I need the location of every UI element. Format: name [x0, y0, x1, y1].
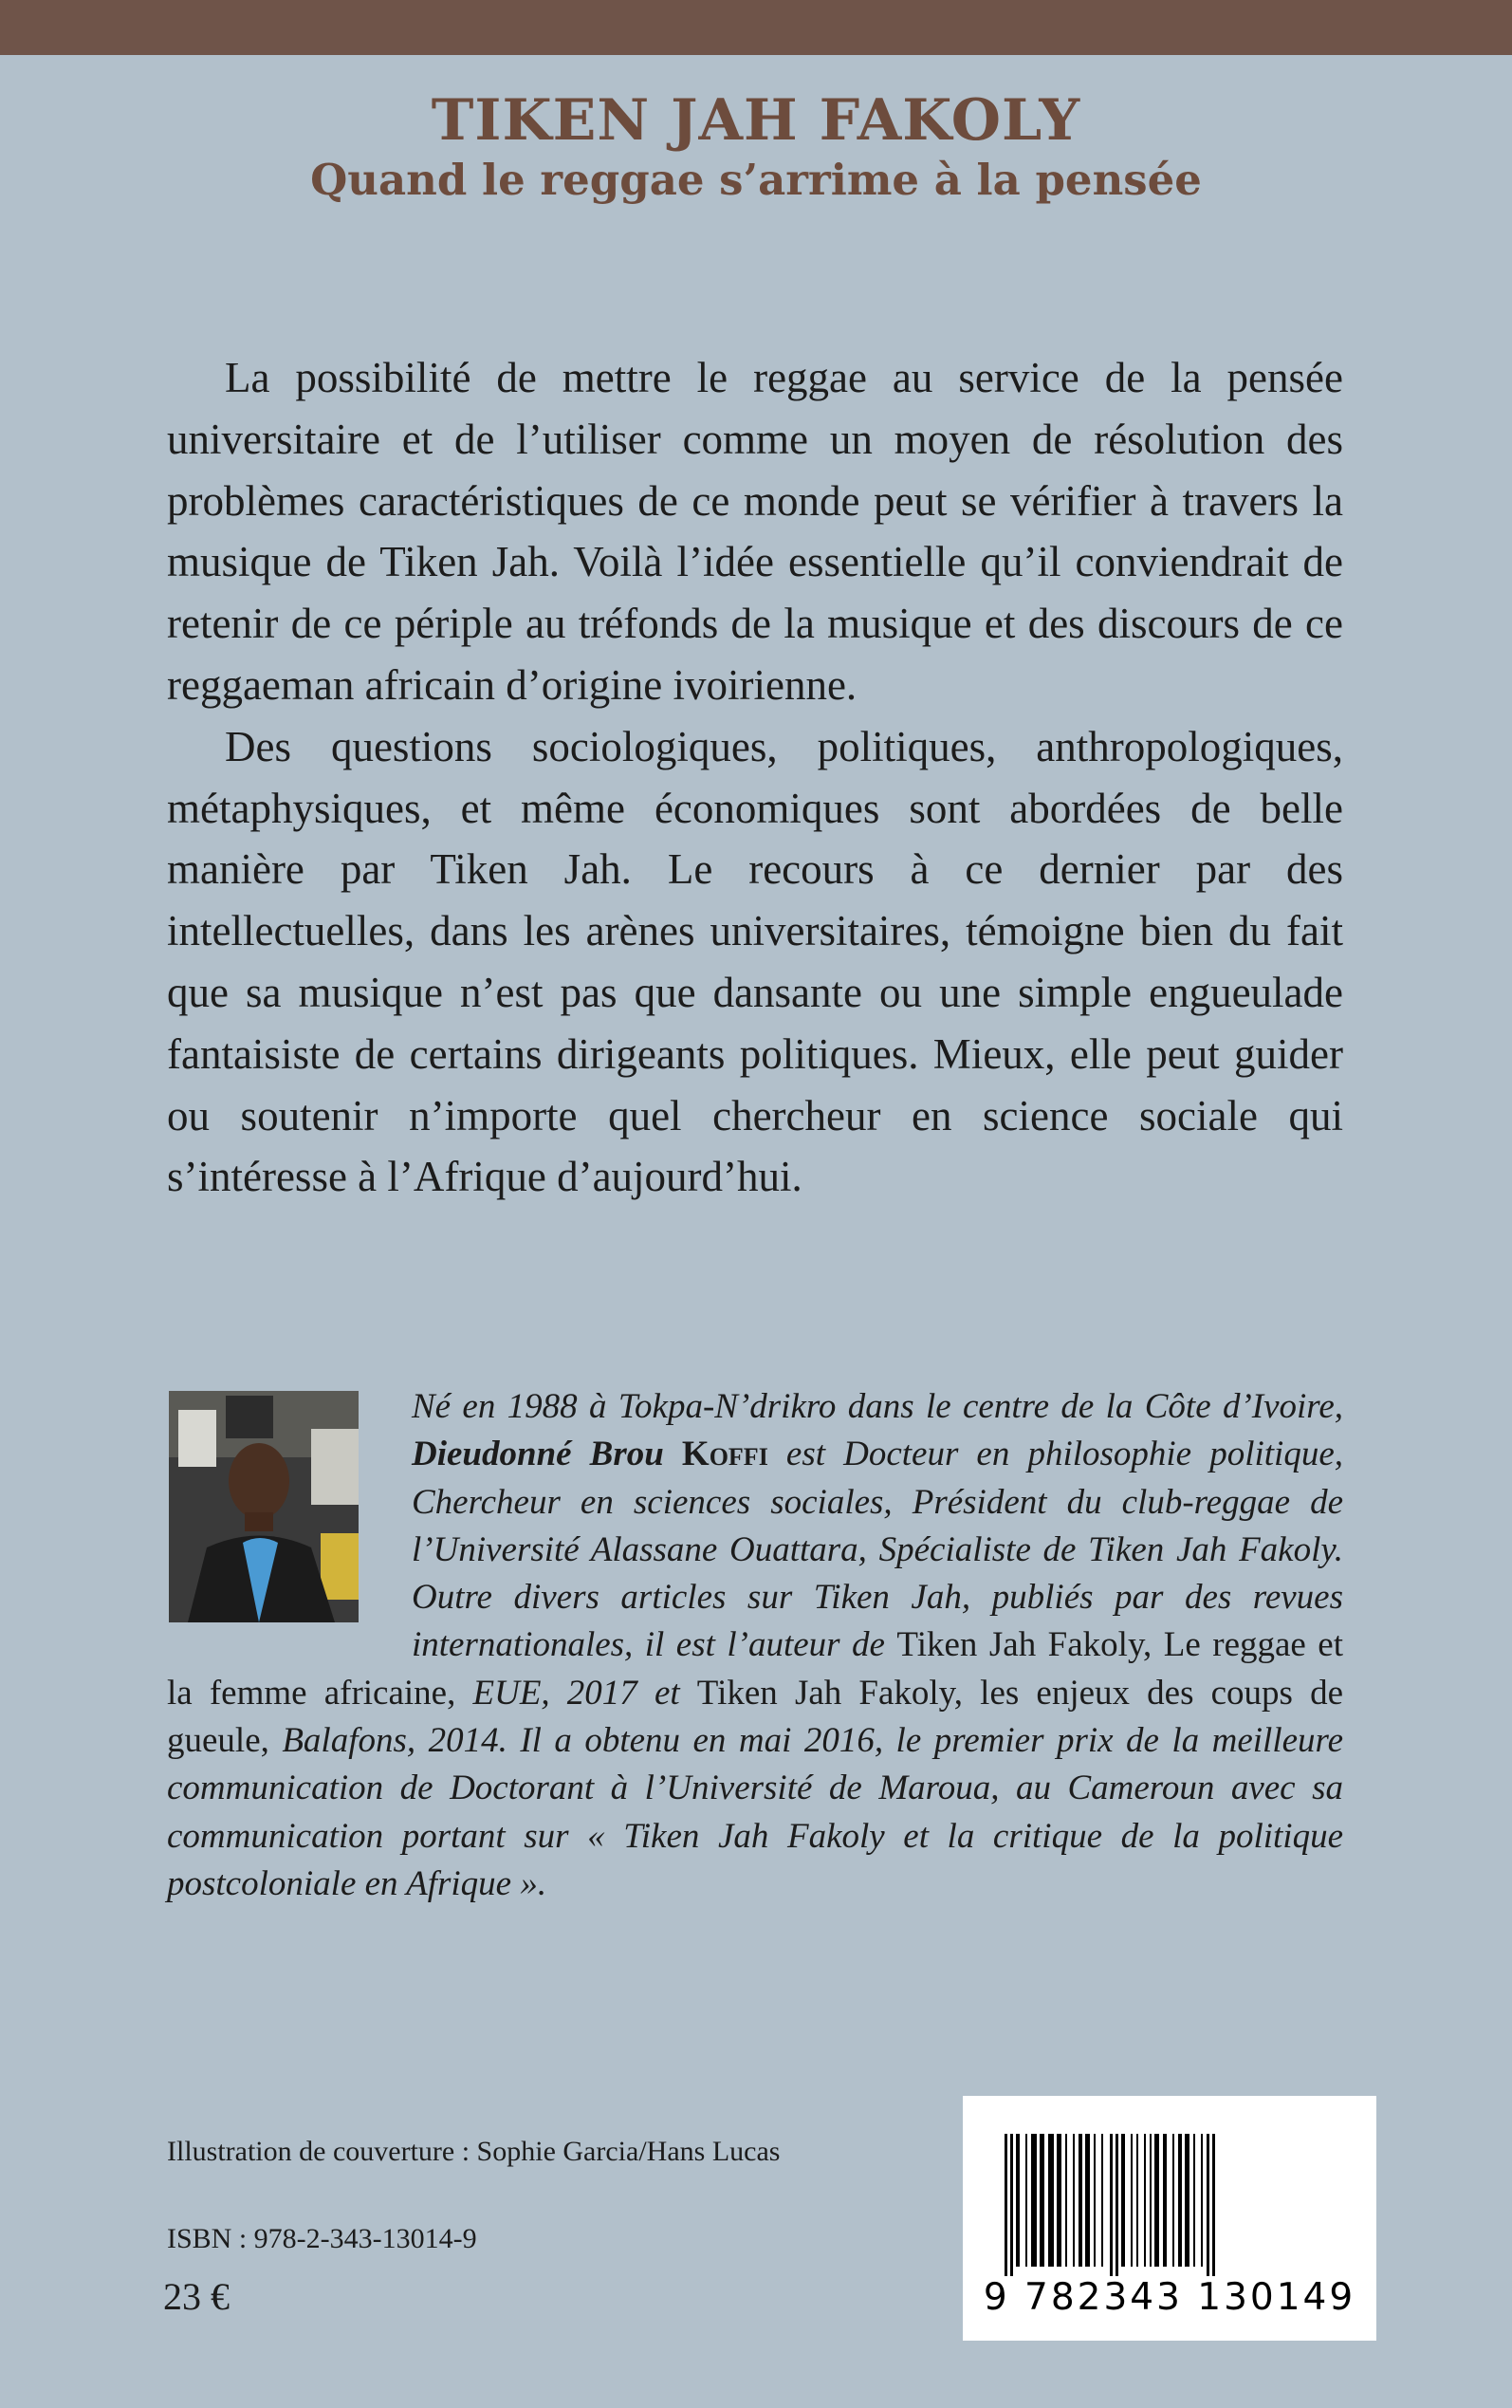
- photo-float-spacer: [167, 1383, 412, 1655]
- barcode-bar: [1144, 2134, 1146, 2267]
- barcode: [963, 2096, 1376, 2341]
- price: 23 €: [163, 2275, 230, 2318]
- barcode-bar: [1154, 2134, 1159, 2267]
- barcode-bar: [1121, 2134, 1125, 2267]
- barcode-bar: [1101, 2134, 1103, 2267]
- barcode-bar: [1131, 2134, 1133, 2267]
- barcode-bar: [1116, 2134, 1118, 2276]
- book-title-2: Tiken Jah Fakoly, les enjeux des coups de gueule,: [167, 1673, 1344, 1761]
- bio-intro-text: Né en 1988 à Tokpa-N’drikro dans le centre de la Côte d’Ivoire,: [412, 1387, 1343, 1426]
- back-cover-summary: [167, 347, 1343, 1208]
- author-biography: [167, 1383, 1343, 1908]
- bio-award-text: Balafons, 2014. Il a obtenu en mai 2016, le premier prix de la meilleure communication de Doctorant à l’Université de Maroua, au Cameroun avec sa communication portant sur « Tiken Jah Fakoly et la critique de la politique postcoloniale en Afrique ».: [167, 1721, 1343, 1903]
- barcode-bar: [1085, 2134, 1090, 2267]
- barcode-bar: [1150, 2134, 1152, 2267]
- barcode-bar: [1207, 2134, 1209, 2276]
- barcode-bar: [1016, 2134, 1020, 2267]
- barcode-bar: [1010, 2134, 1013, 2276]
- barcode-bar: [1073, 2134, 1075, 2267]
- barcode-bar: [1163, 2134, 1167, 2267]
- isbn: ISBN : 978-2-343-13014-9: [167, 2223, 477, 2254]
- top-color-band: [0, 0, 1512, 55]
- bio-publisher-1: EUE, 2017 et: [455, 1673, 697, 1713]
- barcode-bar: [1185, 2134, 1189, 2267]
- barcode-bar: [1025, 2134, 1027, 2267]
- barcode-bar: [1040, 2134, 1044, 2267]
- barcode-bar: [1094, 2134, 1096, 2267]
- summary-paragraph-2: Des questions sociologiques, politiques, anthropologiques, métaphysiques, et même économiques sont abordées de belle manière par Tiken Jah. Le recours à ce dernier par des intellectuelles, dans les arènes universitaires, témoigne bien du fait que sa musique n’est pas que dansante ou une simple engueulade fantaisiste de certains dirigeants politiques. Mieux, elle peut guider ou soutenir n’importe quel chercheur en science sociale qui s’intéresse à l’Afrique d’aujourd’hui.: [167, 722, 1343, 1201]
- barcode-bar: [1193, 2134, 1195, 2267]
- barcode-bar: [1172, 2134, 1174, 2267]
- barcode-bar: [1079, 2134, 1082, 2267]
- illustration-credit: Illustration de couverture : Sophie Garcia/Hans Lucas: [167, 2136, 781, 2167]
- barcode-bar: [1005, 2134, 1007, 2276]
- barcode-bar: [1048, 2134, 1054, 2267]
- barcode-bar: [1057, 2134, 1061, 2267]
- bio-credentials-text: est Docteur en philosophie politique, Chercheur en sciences sociales, Président du club-reggae de l’Université Alassane Ouattara, Spécialiste de Tiken Jah Fakoly. Outre divers articles sur Tiken Jah, publiés par des revues internationales, il est l’auteur de: [412, 1435, 1343, 1665]
- author-first-name: Dieudonné Brou: [412, 1435, 682, 1474]
- book-title-1: Tiken Jah Fakoly, Le reggae et la femme africaine,: [167, 1625, 1343, 1713]
- author-name: [412, 1435, 768, 1473]
- summary-paragraph-1: La possibilité de mettre le reggae au service de la pensée universitaire et de l’utiliser comme un moyen de résolution des problèmes caractéristiques de ce monde peut se vérifier à travers la musique de Tiken Jah. Voilà l’idée essentielle qu’il conviendrait de retenir de ce périple au tréfonds de la musique et des discours de ce reggaeman africain d’origine ivoirienne.: [167, 354, 1343, 709]
- barcode-bar: [1136, 2134, 1138, 2267]
- barcode-bar: [1031, 2134, 1037, 2267]
- barcode-digits: 9 782343 130149: [983, 2276, 1356, 2319]
- barcode-bar: [1212, 2134, 1215, 2276]
- barcode-bars: [963, 2096, 1376, 2276]
- book-title: TIKEN JAH FAKOLY: [431, 87, 1081, 154]
- barcode-bar: [1178, 2134, 1182, 2267]
- book-subtitle: Quand le reggae s’arrime à la pensée: [310, 155, 1202, 205]
- barcode-bar: [1065, 2134, 1067, 2267]
- barcode-bar: [1110, 2134, 1113, 2276]
- author-last-name: Koffi: [681, 1435, 768, 1474]
- barcode-bar: [1201, 2134, 1203, 2267]
